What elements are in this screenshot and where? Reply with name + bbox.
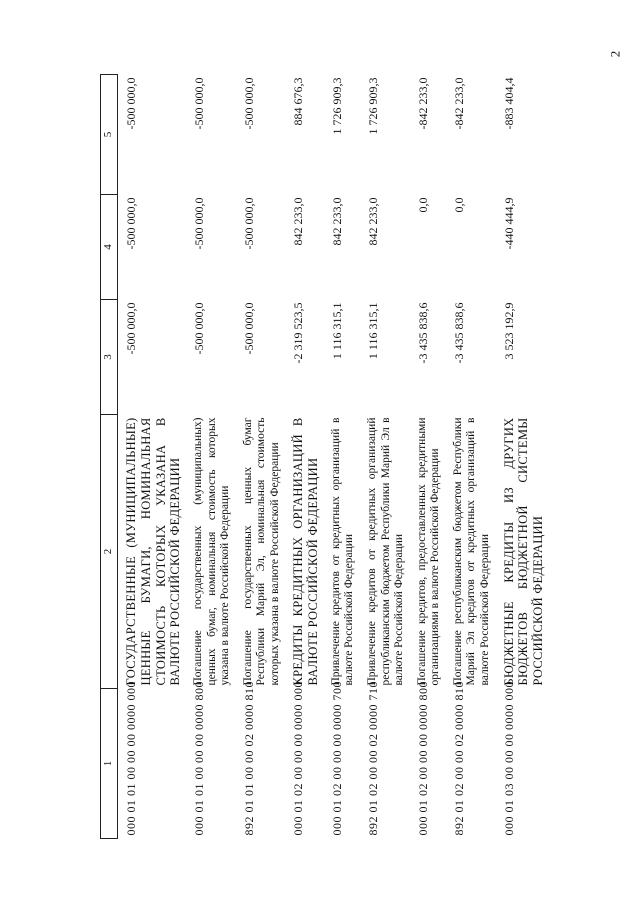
value-col5: -842 233,0 — [451, 77, 466, 130]
value-col5: -500 000,0 — [241, 77, 256, 130]
table-row — [287, 75, 326, 839]
value-col4: -440 444,9 — [501, 197, 516, 250]
budget-code: 892 01 02 00 00 02 0000 810 — [451, 681, 466, 836]
value-col4: -500 000,0 — [241, 197, 256, 250]
value-col3: -3 435 838,6 — [415, 302, 430, 364]
value-col3: -3 435 838,6 — [451, 302, 466, 364]
value-col5: 884 676,3 — [291, 77, 306, 126]
budget-table-rotated — [100, 75, 600, 839]
budget-code: 000 01 02 00 00 00 0000 800 — [415, 681, 430, 836]
row-description: БЮДЖЕТНЫЕ КРЕДИТЫ ИЗ ДРУГИХ БЮДЖЕТОВ БЮДЖЕТНОЙ СИСТЕМЫ РОССИЙСКОЙ ФЕДЕРАЦИИ — [501, 417, 545, 686]
row-description: Погашение государственных (муниципальных) ценных бумаг, номинальная стоимость которых указана в валюте Российской Федерации — [192, 417, 232, 686]
value-col3: -2 319 523,5 — [291, 302, 306, 364]
value-col4: 842 233,0 — [329, 197, 344, 246]
budget-code: 892 01 02 00 00 02 0000 710 — [366, 681, 380, 836]
table-row — [238, 75, 288, 839]
table-row — [118, 75, 189, 839]
row-description: Привлечение кредитов от кредитных организаций в валюте Российской Федерации — [329, 417, 356, 686]
value-col4: 0,0 — [451, 197, 466, 213]
value-col4: -500 000,0 — [124, 197, 138, 250]
value-col5: -500 000,0 — [124, 77, 138, 130]
budget-code: 000 01 01 00 00 00 0000 800 — [192, 681, 206, 836]
row-description: Погашение республиканским бюджетом Республики Марий Эл кредитов от кредитных организаций в валюте Российской Федерации — [451, 417, 491, 686]
table-header-row — [101, 75, 118, 839]
budget-code: 892 01 01 00 00 02 0000 810 — [241, 681, 256, 836]
value-col4: 842 233,0 — [291, 197, 306, 246]
value-col5: -500 000,0 — [192, 77, 206, 130]
table-row — [188, 75, 238, 839]
value-col5: -842 233,0 — [415, 77, 430, 130]
column-header: 1 — [101, 689, 118, 839]
column-header: 3 — [101, 300, 118, 415]
value-col5: -883 404,4 — [501, 77, 516, 130]
budget-code: 000 01 01 00 00 00 0000 000 — [124, 681, 138, 836]
value-col4: -500 000,0 — [192, 197, 206, 250]
table-row — [498, 75, 551, 839]
value-col3: 3 523 192,9 — [501, 302, 516, 360]
value-col5: 1 726 909,3 — [329, 77, 344, 135]
table-row — [448, 75, 498, 839]
row-description: ГОСУДАРСТВЕННЫЕ (МУНИЦИПАЛЬНЫЕ) ЦЕННЫЕ БУМАГИ, НОМИНАЛЬНАЯ СТОИМОСТЬ КОТОРЫХ УКАЗАНА В ВАЛЮТЕ РОССИЙСКОЙ ФЕДЕРАЦИИ — [124, 417, 183, 686]
table-row — [326, 75, 362, 839]
table-row — [362, 75, 412, 839]
value-col3: 1 116 315,1 — [329, 302, 344, 360]
value-col4: 842 233,0 — [366, 197, 380, 246]
row-description: Привлечение кредитов от кредитных организаций республиканским бюджетом Республики Марий Эл в валюте Российской Федерации — [366, 417, 406, 686]
budget-code: 000 01 03 00 00 00 0000 000 — [501, 681, 516, 836]
column-header: 4 — [101, 195, 118, 300]
table-row — [412, 75, 448, 839]
value-col3: -500 000,0 — [241, 302, 256, 355]
row-description: Погашение государственных ценных бумаг Республики Марий Эл, номинальная стоимость которых указана в валюте Российской Федерации — [241, 417, 281, 686]
budget-code: 000 01 02 00 00 00 0000 700 — [329, 681, 344, 836]
value-col3: -500 000,0 — [192, 302, 206, 355]
value-col5: 1 726 909,3 — [366, 77, 380, 135]
column-header: 2 — [101, 415, 118, 689]
value-col4: 0,0 — [415, 197, 430, 213]
value-col3: 1 116 315,1 — [366, 302, 380, 360]
budget-sources-table — [100, 74, 551, 839]
row-description: Погашение кредитов, предоставленных кредитными организациями в валюте Российской Федерации — [415, 417, 442, 686]
column-header: 5 — [101, 75, 118, 195]
budget-code: 000 01 02 00 00 00 0000 000 — [291, 681, 306, 836]
row-description: КРЕДИТЫ КРЕДИТНЫХ ОРГАНИЗАЦИЙ В ВАЛЮТЕ РОССИЙСКОЙ ФЕДЕРАЦИИ — [291, 417, 321, 686]
page-number: 2 — [607, 50, 623, 58]
value-col3: -500 000,0 — [124, 302, 138, 355]
